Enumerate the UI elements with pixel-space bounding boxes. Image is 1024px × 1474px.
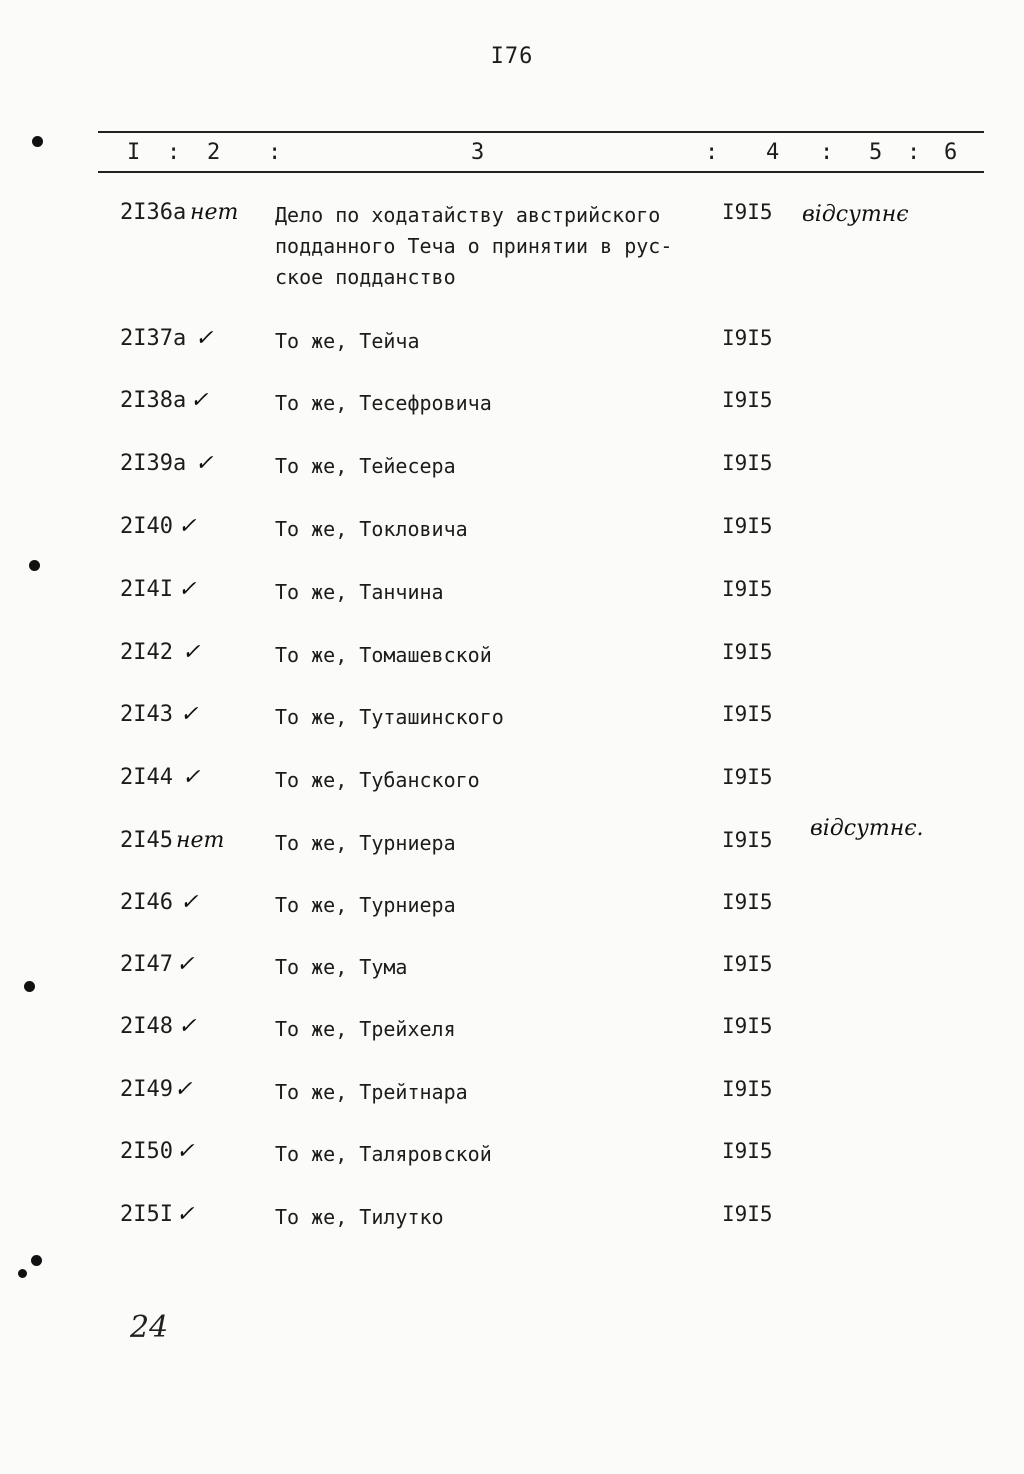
punch-hole-dot	[32, 136, 43, 147]
page-number: I76	[490, 44, 534, 69]
row-description: То же, Тубанского	[275, 768, 480, 792]
row-description: То же, Токловича	[275, 517, 468, 541]
row-description: То же, Тейча	[275, 329, 420, 353]
row-year: I9I5	[722, 1077, 773, 1101]
handwritten-note: відсутнє.	[810, 816, 924, 841]
row-number: 2I4I	[120, 577, 173, 602]
check-mark: ✓	[176, 1202, 195, 1227]
row-description: То же, Тесефровича	[275, 391, 492, 415]
row-number: 2I50	[120, 1139, 173, 1164]
punch-hole-dot	[31, 1255, 42, 1266]
row-year: I9I5	[722, 577, 773, 601]
check-mark: ✓	[195, 451, 214, 476]
check-mark: ✓	[178, 1014, 197, 1039]
row-number: 2I44	[120, 765, 173, 790]
row-number: 2I39a	[120, 451, 187, 476]
table-top-rule	[98, 131, 984, 133]
row-number: 2I42	[120, 640, 173, 665]
header-col-6: 6	[944, 140, 958, 165]
row-number: 2I49	[120, 1077, 173, 1102]
header-separator: :	[167, 140, 181, 165]
punch-hole-dot	[29, 560, 40, 571]
row-description: То же, Туташинского	[275, 705, 504, 729]
row-year: I9I5	[722, 702, 773, 726]
row-year: I9I5	[722, 514, 773, 538]
row-description: То же, Томашевской	[275, 643, 492, 667]
check-mark: ✓	[176, 952, 195, 977]
header-col-2: 2	[207, 140, 221, 165]
row-description: То же, Танчина	[275, 580, 444, 604]
check-mark: ✓	[195, 326, 214, 351]
row-number: 2I47	[120, 952, 173, 977]
row-year: I9I5	[722, 388, 773, 412]
header-separator: :	[268, 140, 282, 165]
check-mark: ✓	[180, 890, 199, 915]
table-header	[0, 140, 1024, 168]
row-year: I9I5	[722, 1139, 773, 1163]
header-col-5: 5	[869, 140, 883, 165]
row-description: То же, Трейхеля	[275, 1017, 456, 1041]
row-number: 2I38a	[120, 388, 187, 413]
row-number: 2I43	[120, 702, 173, 727]
header-separator: :	[705, 140, 719, 165]
punch-hole-dot	[24, 981, 35, 992]
header-separator: :	[907, 140, 921, 165]
row-year: I9I5	[722, 451, 773, 475]
row-description: То же, Трейтнара	[275, 1080, 468, 1104]
check-mark: нет	[190, 200, 239, 225]
row-description: То же, Тейесера	[275, 454, 456, 478]
check-mark: ✓	[180, 702, 199, 727]
row-description: То же, Турниера	[275, 893, 456, 917]
row-number: 2I45	[120, 828, 173, 853]
check-mark: ✓	[190, 388, 209, 413]
header-col-4: 4	[766, 140, 780, 165]
row-year: I9I5	[722, 952, 773, 976]
check-mark: ✓	[182, 765, 201, 790]
row-number: 2I37a	[120, 326, 187, 351]
row-year: I9I5	[722, 828, 773, 852]
row-number: 2I40	[120, 514, 173, 539]
row-year: I9I5	[722, 326, 773, 350]
handwritten-note: відсутнє	[802, 202, 909, 227]
check-mark: ✓	[182, 640, 201, 665]
row-year: I9I5	[722, 1202, 773, 1226]
header-separator: :	[820, 140, 834, 165]
row-description: То же, Тума	[275, 955, 408, 979]
row-number: 2I46	[120, 890, 173, 915]
row-description: Дело по ходатайству австрийского подданного Теча о принятии в рус-ское подданство	[275, 203, 673, 289]
check-mark: ✓	[176, 1139, 195, 1164]
check-mark: нет	[176, 828, 225, 853]
check-mark: ✓	[178, 514, 197, 539]
row-number: 2I36a	[120, 200, 187, 225]
row-year: I9I5	[722, 1014, 773, 1038]
handwritten-folio-number: 24	[130, 1310, 169, 1345]
row-year: I9I5	[722, 890, 773, 914]
row-year: I9I5	[722, 640, 773, 664]
row-description: То же, Турниера	[275, 831, 456, 855]
row-year: I9I5	[722, 200, 773, 224]
row-description: То же, Таляровской	[275, 1142, 492, 1166]
punch-hole-dot	[18, 1269, 27, 1278]
check-mark: ✓	[174, 1077, 193, 1102]
table-header-rule	[98, 171, 984, 173]
row-description: То же, Тилутко	[275, 1205, 444, 1229]
header-col-1: I	[127, 140, 141, 165]
header-col-3: 3	[471, 140, 485, 165]
row-number: 2I5I	[120, 1202, 173, 1227]
row-year: I9I5	[722, 765, 773, 789]
row-number: 2I48	[120, 1014, 173, 1039]
check-mark: ✓	[178, 577, 197, 602]
